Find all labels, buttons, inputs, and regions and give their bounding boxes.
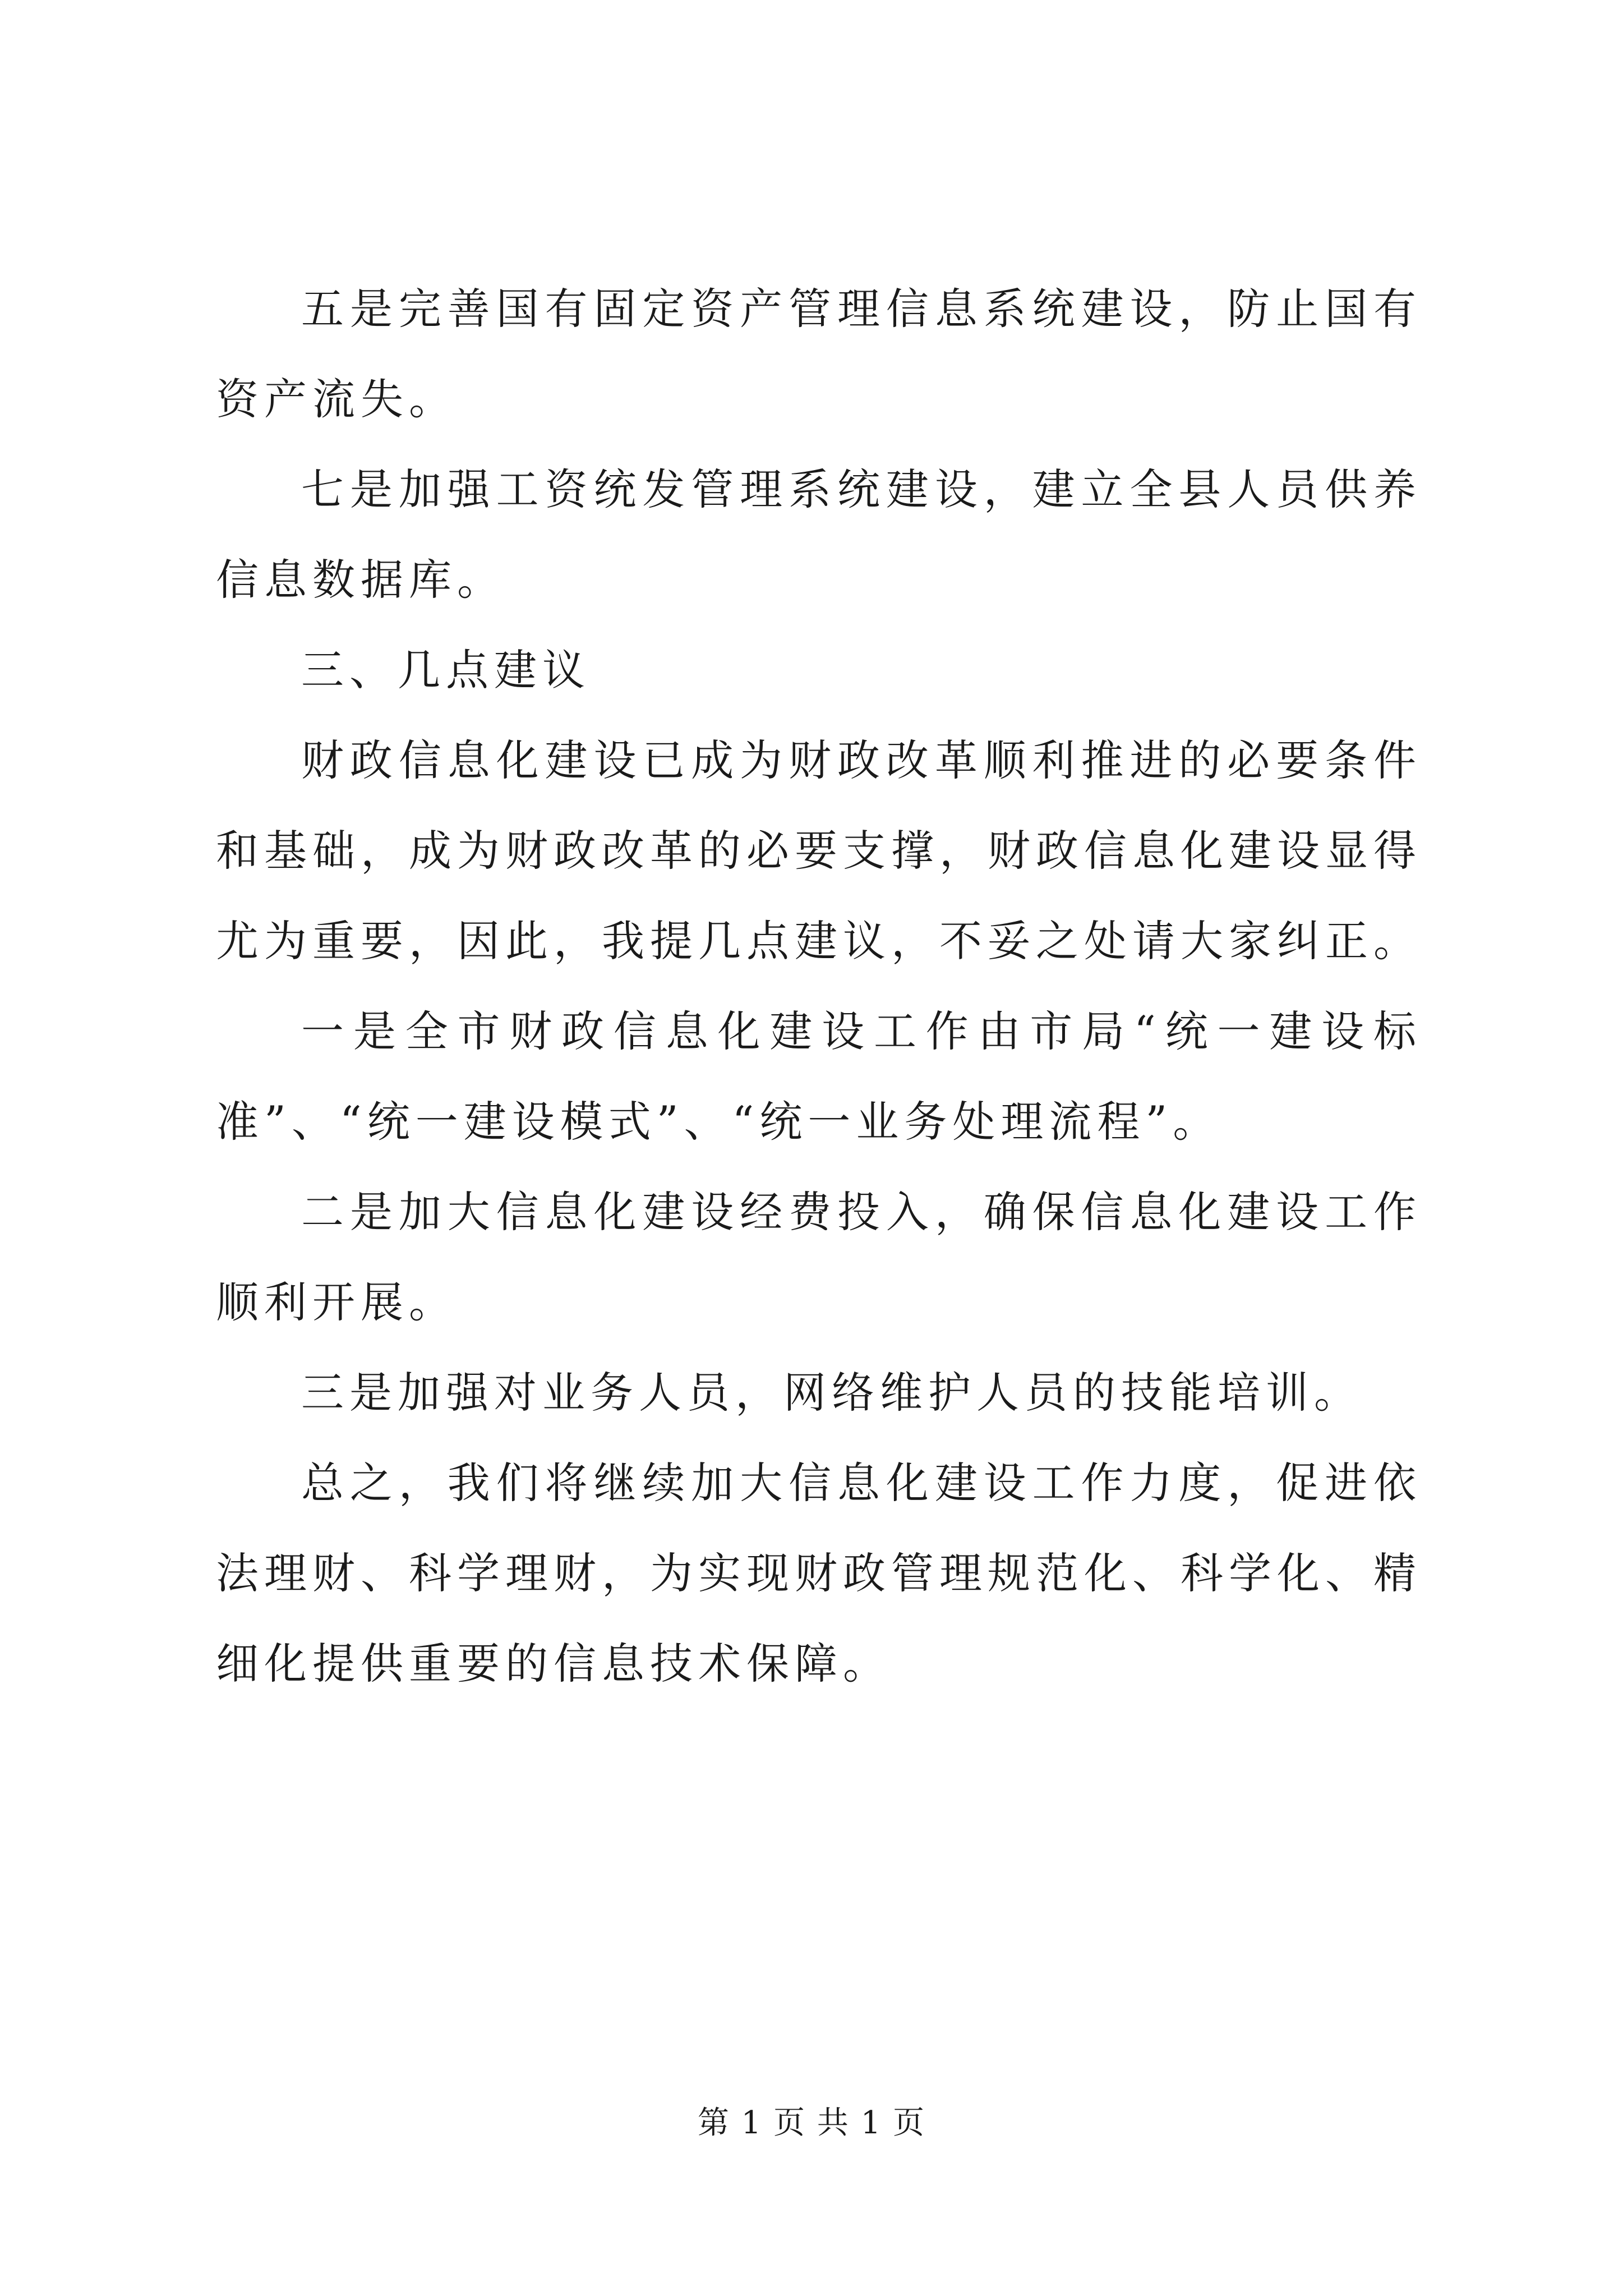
document-body <box>216 264 1422 1709</box>
paragraph-suggestions-intro: 财政信息化建设已成为财政改革顺利推进的必要条件和基础，成为财政改革的必要支撑，财政信息化建设显得尤为重要，因此，我提几点建议，不妥之处请大家纠正。 <box>216 735 1422 966</box>
paragraph-suggestion-3: 三是加强对业务人员，网络维护人员的技能培训。 <box>301 1368 1362 1418</box>
paragraph-item-7-payroll-system: 七是加强工资统发管理系统建设，建立全县人员供养信息数据库。 <box>216 464 1422 605</box>
paragraph-conclusion: 总之，我们将继续加大信息化建设工作力度，促进依法理财、科学理财，为实现财政管理规范化、科学化、精细化提供重要的信息技术保障。 <box>216 1458 1422 1688</box>
page-number-footer: 第 1 页 共 1 页 <box>697 2105 926 2141</box>
paragraph-item-5-asset-system: 五是完善国有固定资产管理信息系统建设，防止国有资产流失。 <box>216 284 1422 424</box>
paragraph-suggestion-1: 一是全市财政信息化建设工作由市局“统一建设标准”、“统一建设模式”、“统一业务处理流程”。 <box>216 1006 1422 1147</box>
section-heading-suggestions: 三、几点建议 <box>301 645 591 695</box>
paragraph-suggestion-2: 二是加大信息化建设经费投入，确保信息化建设工作顺利开展。 <box>216 1187 1422 1327</box>
